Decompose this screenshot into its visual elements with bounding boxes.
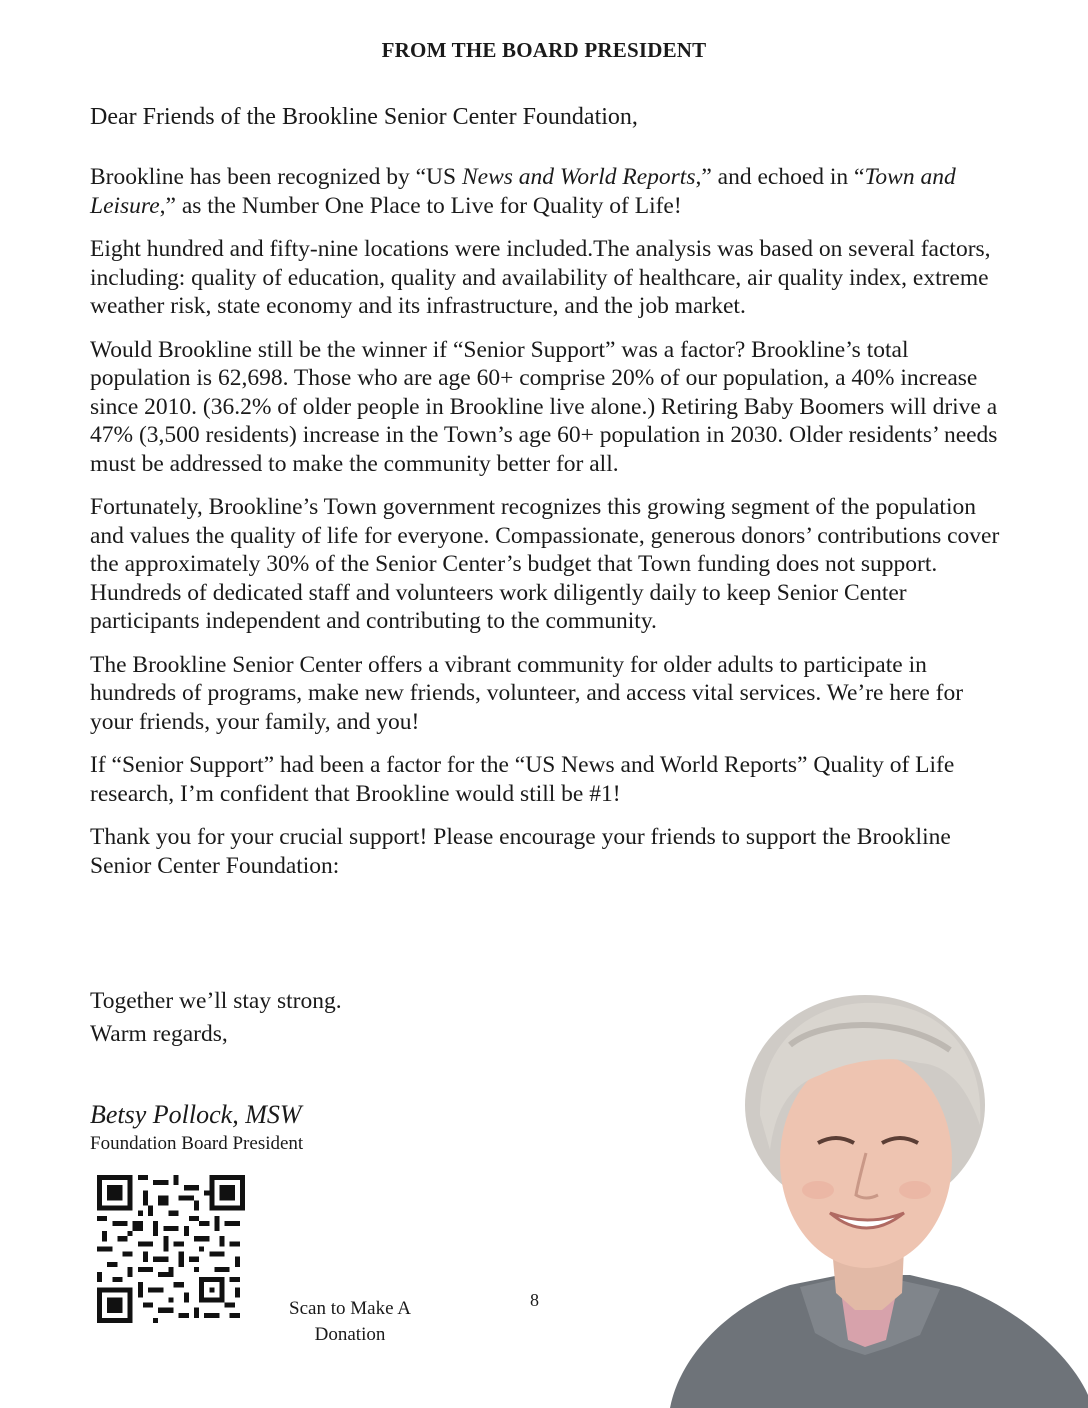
closing-line-2: Warm regards, — [90, 1021, 228, 1047]
paragraph-1 — [90, 163, 1000, 220]
p1-publication-2: Town and Leisure — [90, 164, 956, 219]
paragraph-4: Fortunately, Brookline’s Town government recognizes this growing segment of the population and values the quality of life for everyone. Compassionate, generous donors’ contributions cover the approximately 30% of the Senior Center’s budget that Town funding does not support. Hundreds of dedicated staff and volunteers work diligently daily to keep Senior Center participants independent and contributing to the community. — [90, 494, 1000, 634]
page-title: FROM THE BOARD PRESIDENT — [381, 38, 707, 62]
p1-publication-1: News and World Reports — [461, 164, 696, 190]
salutation: Dear Friends of the Brookline Senior Center Foundation, — [90, 104, 638, 130]
p1-text-a: Brookline has been recognized by “US — [90, 164, 462, 190]
paragraph-2: Eight hundred and fifty-nine locations were included.The analysis was based on several factors, including: quality of education, quality and availability of healthcare, air quality index, extreme weather risk, state economy and its infrastructure, and the job market. — [90, 236, 991, 319]
paragraph-6: If “Senior Support” had been a factor for the “US News and World Reports” Quality of Life research, I’m confident that Brookline would still be #1! — [90, 752, 955, 807]
paragraph-3: Would Brookline still be the winner if “Senior Support” was a factor? Brookline’s total population is 62,698. Those who are age 60+ comprise 20% of our population, a 40% increase since 2010. (36.2% of older people in Brookline live alone.) Retiring Baby Boomers will drive a 47% (3,500 residents) increase in the Town’s age 60+ population in 2030. Older residents’ needs must be addressed to make the community better for all. — [90, 336, 998, 477]
donation-caption-line-1: Scan to Make A — [289, 1298, 411, 1319]
closing — [90, 985, 342, 1051]
signature-role: Foundation Board President — [90, 1133, 304, 1154]
donation-caption — [270, 1296, 430, 1348]
board-president-portrait — [650, 975, 1088, 1408]
page-number: 8 — [530, 1290, 539, 1310]
paragraph-7: Thank you for your crucial support! Please encourage your friends to support the Brookline Senior Center Foundation: — [90, 824, 951, 879]
signature-name: Betsy Pollock, MSW — [90, 1100, 302, 1129]
p1-text-e: ,” as the Number One Place to Live for Quality of Life! — [159, 192, 682, 219]
donation-caption-line-2: Donation — [314, 1324, 386, 1345]
closing-line-1: Together we’ll stay strong. — [90, 988, 342, 1014]
paragraph-5: The Brookline Senior Center offers a vibrant community for older adults to participate in hundreds of programs, make new friends, volunteer, and access vital services. We’re here for your friends, your family, and you! — [90, 651, 964, 735]
p1-text-c: ,” and echoed in “ — [695, 164, 865, 190]
letter-body — [90, 163, 1000, 895]
donation-qr-code[interactable] — [97, 1175, 245, 1323]
